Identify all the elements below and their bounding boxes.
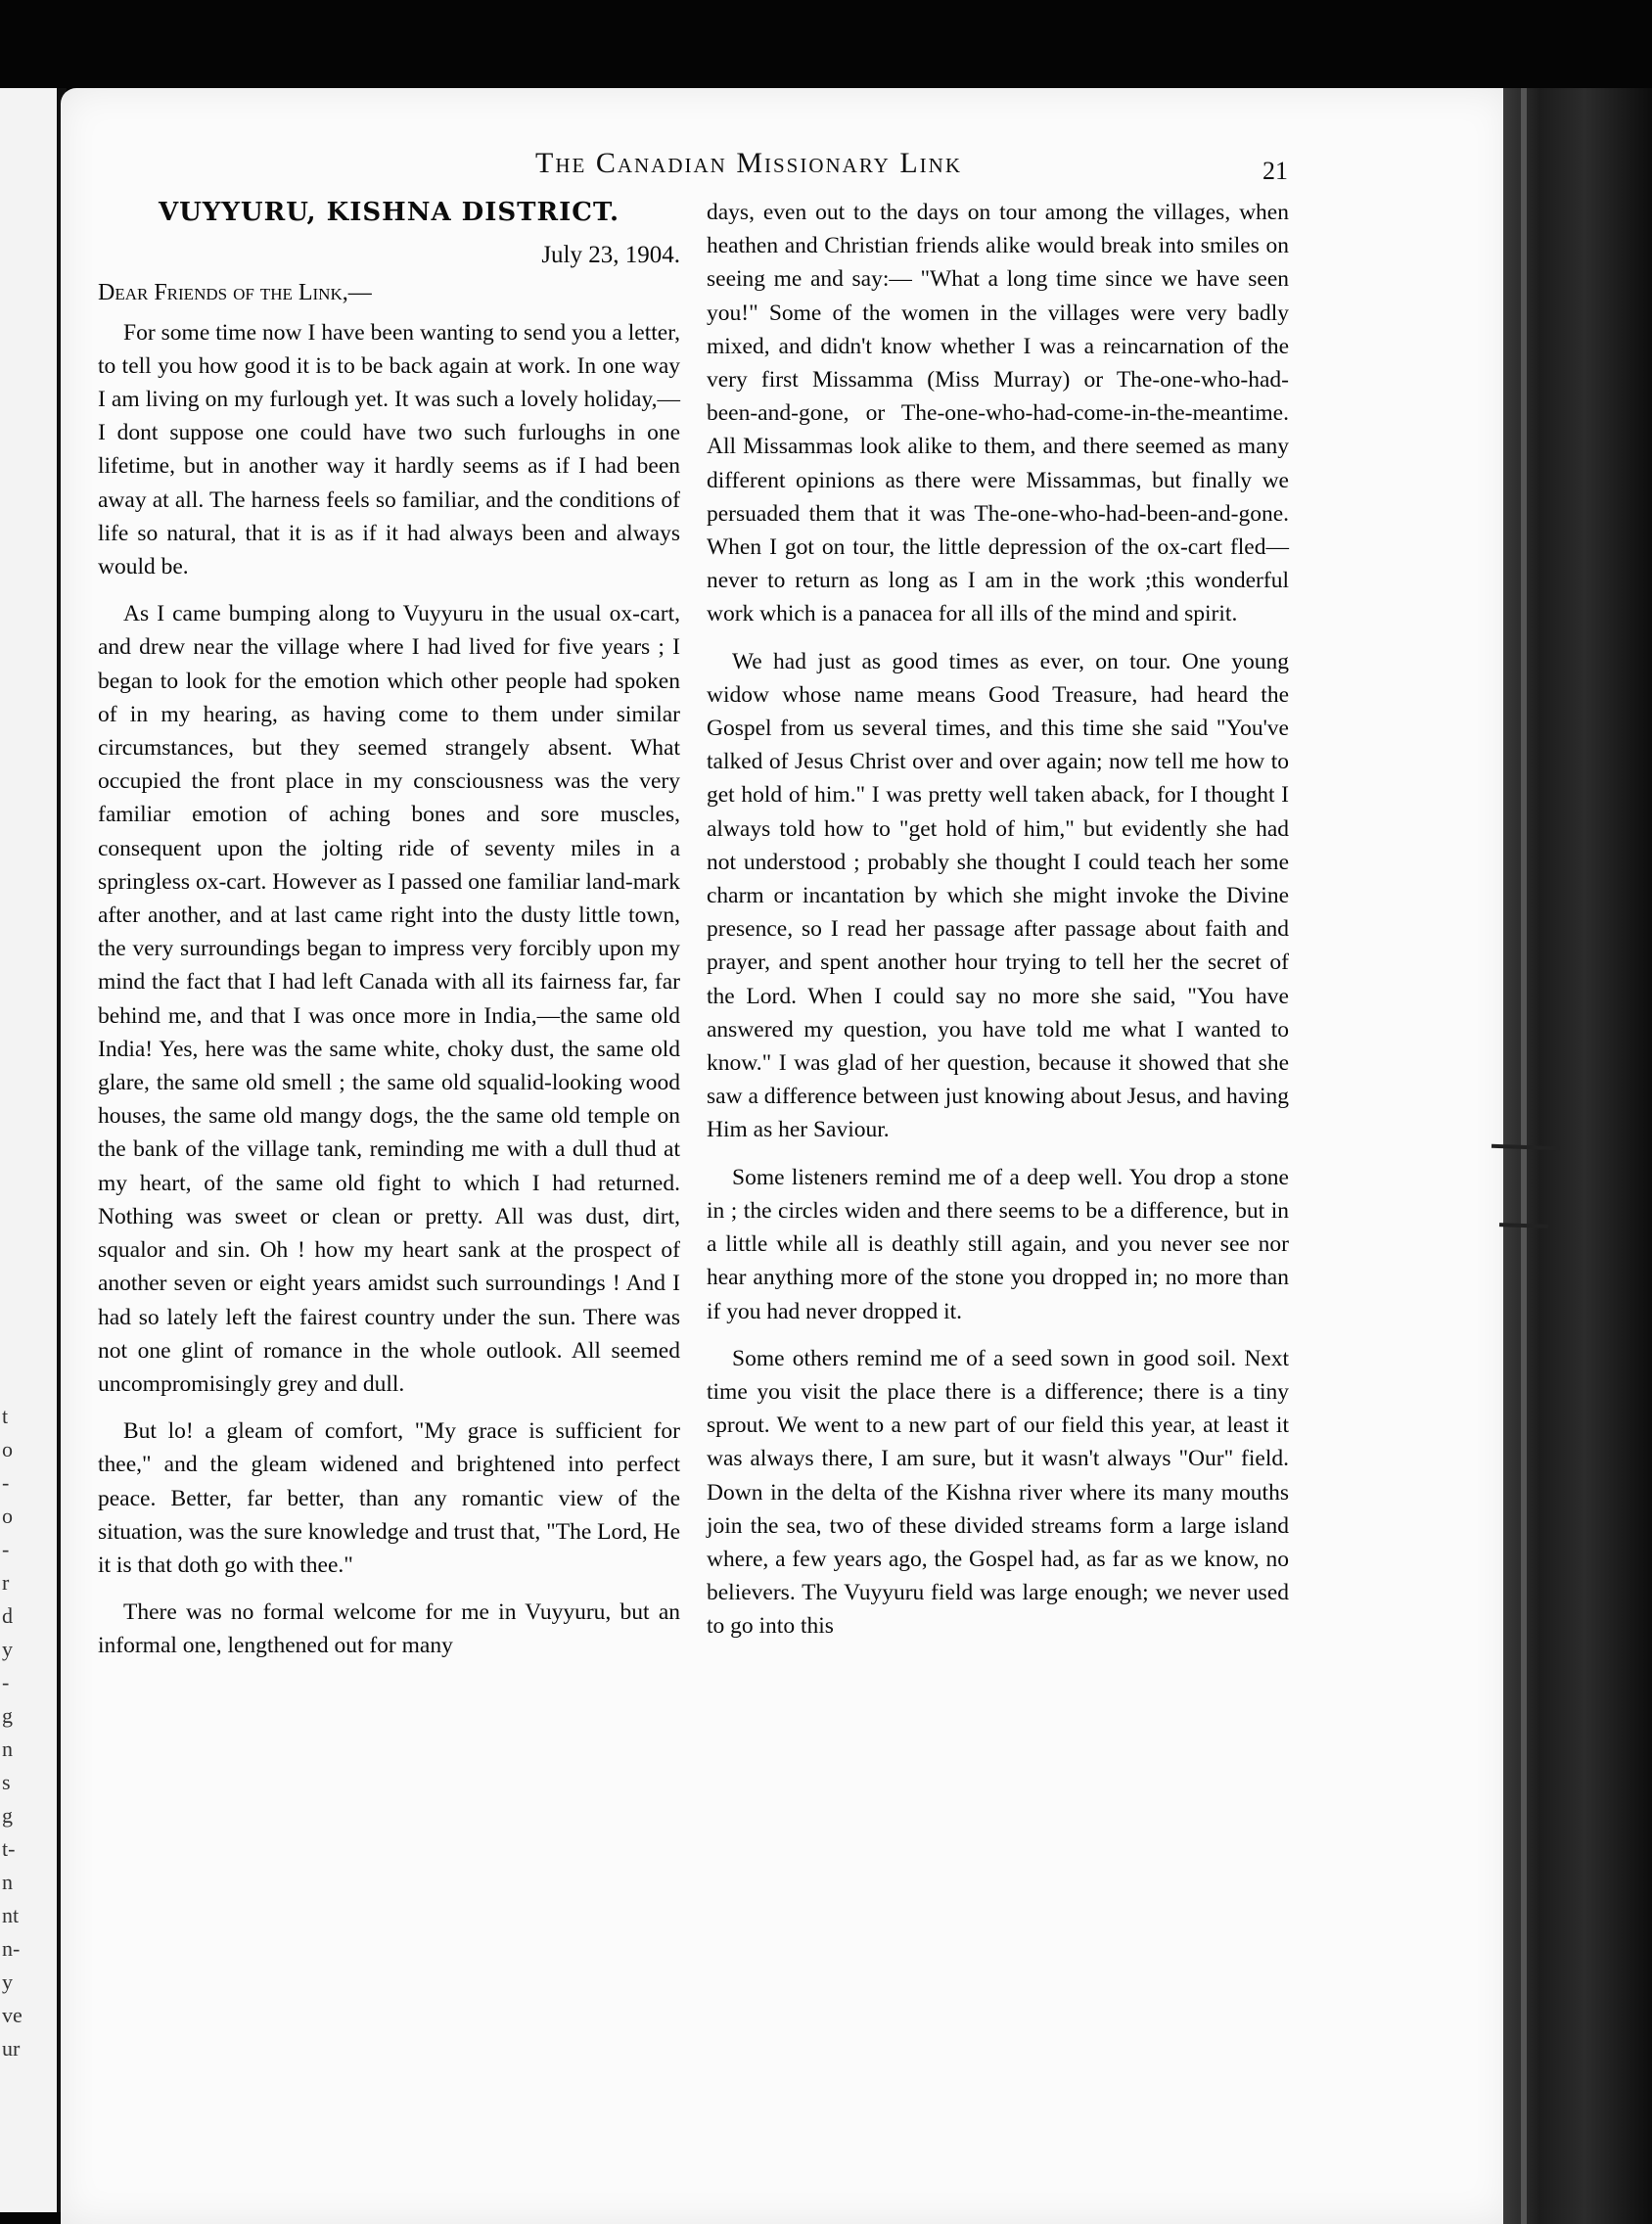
fragment: g [2,1703,13,1728]
fragment: - [2,1670,10,1694]
page-edge-mark [1499,1223,1548,1228]
left-column [98,196,680,1677]
book-spine-edge [1503,88,1652,2224]
fragment: - [2,1537,10,1561]
fragment: o [2,1504,13,1528]
fragment: nt [2,1903,20,1927]
dateline: July 23, 1904. [541,242,680,269]
paragraph: But lo! a gleam of comfort, "My grace is sufficient for thee," and the gleam widened and brightened into perfect peace. Better, far better, than any romantic view of the situation, was the sure knowledge and trust that, "The Lord, He it is that doth go with thee." [98,1418,680,1578]
fragment: y [2,1637,13,1661]
fragment: n [2,1870,13,1894]
salutation: Dear Friends of the Link,— [98,280,372,306]
fragment: ur [2,2036,21,2061]
paragraph: There was no formal welcome for me in Vuyyuru, but an informal one, lengthened out for many [98,1599,680,1659]
right-column [707,196,1289,1657]
facing-page-edge [0,88,67,2212]
fragment: t [2,1404,9,1428]
paragraph: We had just as good times as ever, on tour. One young widow whose name means Good Treasure, had heard the Gospel from us several times, and this time she said "You've talked of Jesus Christ over and over again; now tell me how to get hold of him." I was pretty well taken aback, for I thought I always told how to "get hold of him," but evidently she had not understood ; probably she thought I could teach her some charm or incantation by which she might invoke the Divine presence, so I read her passage after passage about faith and prayer, and spent another hour trying to tell her the secret of the Lord. When I could say no more she said, "You have answered my question, you have told me what I wanted to know." I was glad of her question, because it showed that she saw a difference between just knowing about Jesus, and having Him as her Saviour. [707,648,1289,1143]
fragment: n- [2,1936,21,1961]
article-heading: VUYYURU, KISHNA DISTRICT. [158,198,620,227]
page-number: 21 [1262,157,1288,185]
fragment: ve [2,2003,23,2027]
paragraph-continued: days, even out to the days on tour among the villages, when heathen and Christian friends alike would break into smiles on seeing me and say:— "What a long time since we have seen you!" Some of the women in the villages were very badly mixed, and didn't know whether I was a reincarnation of the very first Missamma (Miss Murray) or The-one-who-had-been-and-gone, or The-one-who-had-come-in-the-meantime. All Missammas look alike to them, and there seemed as many different opinions as there were Missammas, but finally we persuaded them that it was The-one-who-had-been-and-gone. When I got on tour, the little depression of the ox-cart fled—never to return as long as I am in the work ;this wonderful work which is a panacea for all ills of the mind and spirit. [707,200,1289,627]
paragraph: Some listeners remind me of a deep well. You drop a stone in ; the circles widen and there seems to be a difference, but in a little while all is deathly still again, and you never see nor hear anything more of the stone you dropped in; no more than if you had never dropped it. [707,1164,1289,1324]
fragment: s [2,1770,11,1794]
fragment: d [2,1603,13,1628]
fragment: r [2,1570,10,1595]
fragment: t- [2,1836,16,1861]
paragraph: Some others remind me of a seed sown in good soil. Next time you visit the place there is a difference; there is a tiny sprout. We went to a new part of our field this year, at least it was always there, I am sure, but it wasn't always "Our" field. Down in the delta of the Kishna river where its many mouths join the sea, two of these divided streams form a large island where, a few years ago, the Gospel had, as far as we know, no believers. The Vuyyuru field was large enough; we never used to go into this [707,1345,1289,1640]
paragraph: For some time now I have been wanting to send you a letter, to tell you how good it is to be back again at work. In one way I am living on my furlough yet. It was such a lovely holiday,— I dont suppose one could have two such furloughs in one lifetime, but in another way it hardly seems as if I had been away at all. The harness feels so familiar, and the conditions of life so natural, that it is as if it had always been and always would be. [98,319,680,580]
fragment: g [2,1803,13,1828]
fragment: y [2,1969,13,1994]
fragment: - [2,1470,10,1495]
fragment: o [2,1437,13,1461]
running-head: The Canadian Missionary Link [535,147,962,179]
paragraph: As I came bumping along to Vuyyuru in the usual ox-cart, and drew near the village where I had lived for five years ; I began to look for the emotion which other people had spoken of in my hearing, as having come to them under similar circumstances, but they seemed strangely absent. What occupied the front place in my consciousness was the very familiar emotion of aching bones and sore muscles, consequent upon the jolting ride of seventy miles in a springless ox-cart. However as I passed one familiar land-mark after another, and at last came right into the dusty little town, the very surroundings began to impress very forcibly upon my mind the fact that I had left Canada with all its fairness far, far behind me, and that I was once more in India,—the same old India! Yes, here was the same white, choky dust, the same old glare, the same old smell ; the same old squalid-looking wood houses, the same old mangy dogs, the the same old temple on the bank of the village tank, reminding me with a dull thud at my heart, of the same old fight to which I had returned. Nothing was sweet or clean or pretty. All was dust, dirt, squalor and sin. Oh ! how my heart sank at the prospect of another seven or eight years amidst such surroundings ! And I had so lately left the fairest country under the sun. There was not one glint of romance in the whole outlook. All seemed uncompromisingly grey and dull. [98,601,680,1397]
fragment: n [2,1737,13,1761]
facing-page-fragments [2,1400,37,2065]
